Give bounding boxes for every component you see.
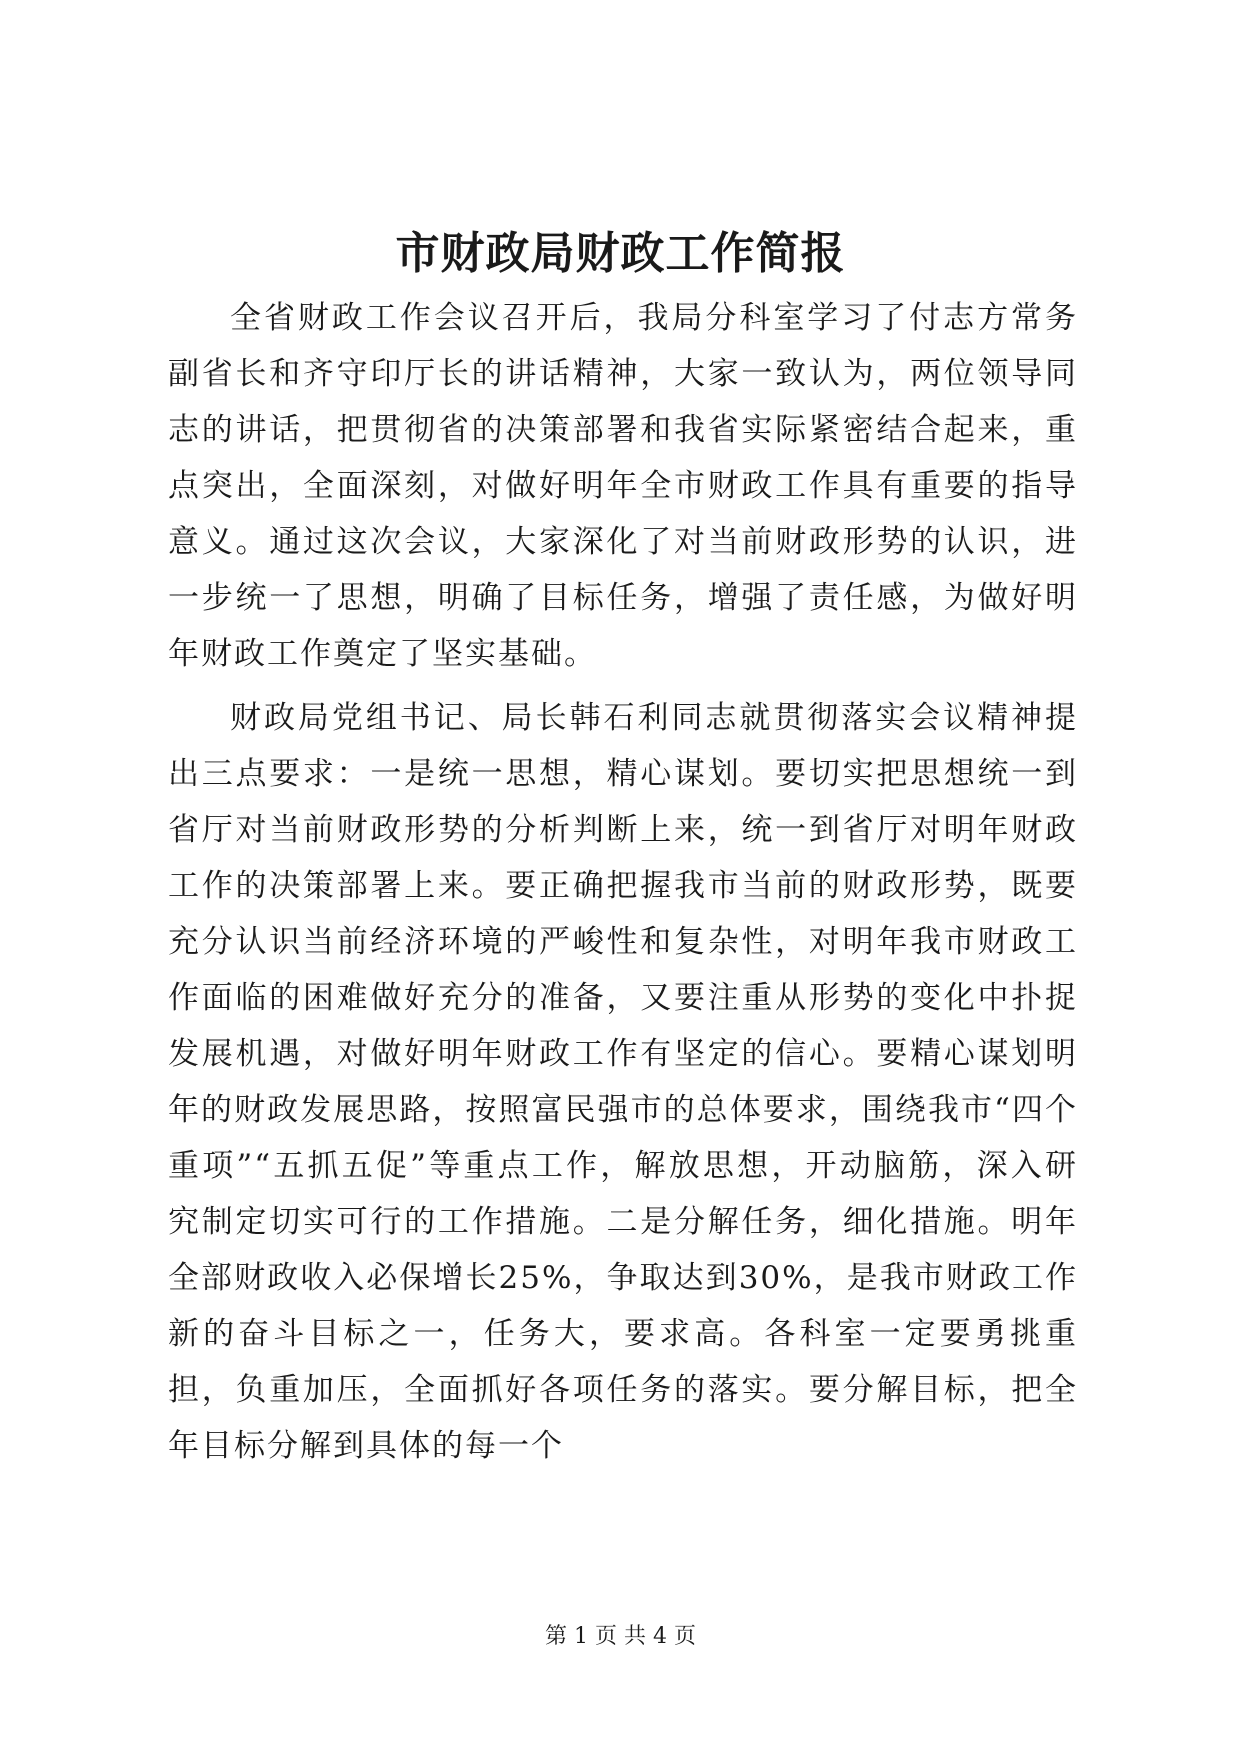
document-title: 市财政局财政工作简报 [395, 228, 846, 279]
document-body [168, 290, 1078, 1482]
paragraph: 财政局党组书记、局长韩石利同志就贯彻落实会议精神提出三点要求：一是统一思想，精心谋划。要切实把思想统一到省厅对当前财政形势的分析判断上来，统一到省厅对明年财政工作的决策部署上来。要正确把握我市当前的财政形势，既要充分认识当前经济环境的严峻性和复杂性，对明年我市财政工作面临的困难做好充分的准备，又要注重从形势的变化中扑捉发展机遇，对做好明年财政工作有坚定的信心。要精心谋划明年的财政发展思路，按照富民强市的总体要求，围绕我市“四个重项”“五抓五促”等重点工作，解放思想，开动脑筋，深入研究制定切实可行的工作措施。二是分解任务，细化措施。明年全部财政收入必保增长25%，争取达到30%，是我市财政工作新的奋斗目标之一，任务大，要求高。各科室一定要勇挑重担，负重加压，全面抓好各项任务的落实。要分解目标，把全年目标分解到具体的每一个 [168, 700, 1078, 1464]
page-number: 第 1 页 共 4 页 [545, 1624, 696, 1649]
paragraph: 全省财政工作会议召开后，我局分科室学习了付志方常务副省长和齐守印厅长的讲话精神，大家一致认为，两位领导同志的讲话，把贯彻省的决策部署和我省实际紧密结合起来，重点突出，全面深刻，对做好明年全市财政工作具有重要的指导意义。通过这次会议，大家深化了对当前财政形势的认识，进一步统一了思想，明确了目标任务，增强了责任感，为做好明年财政工作奠定了坚实基础。 [168, 300, 1078, 672]
